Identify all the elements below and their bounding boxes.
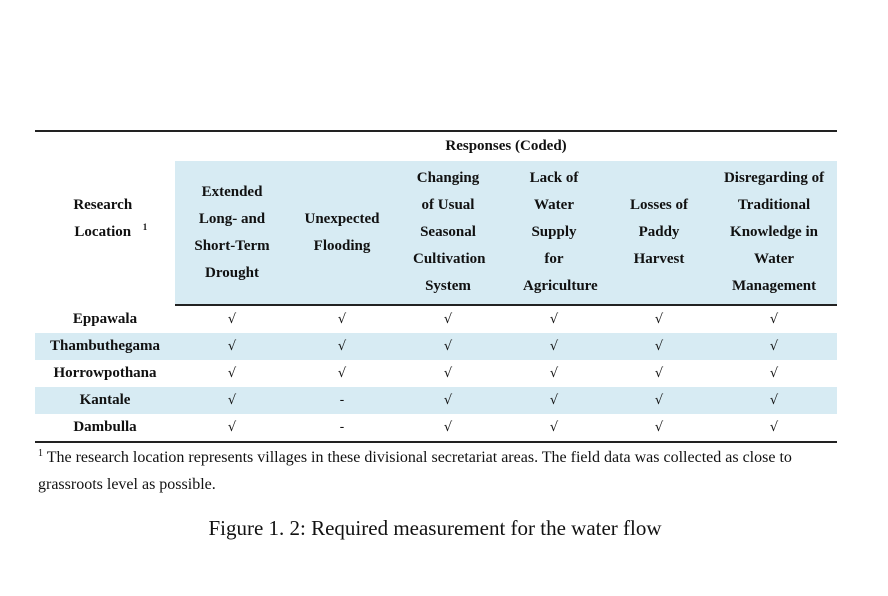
footnote-marker: 1 — [38, 448, 43, 459]
table-cell: √ — [175, 414, 289, 442]
table-cell: √ — [711, 333, 837, 360]
column-header-flooding: Unexpected Flooding — [289, 161, 395, 305]
table-cell: √ — [337, 366, 347, 381]
table-cell: √ — [227, 366, 237, 381]
table-cell: √ — [711, 414, 837, 442]
column-header-water-supply: Lack of Water Supply for Agriculture — [501, 161, 607, 305]
table-cell: √ — [501, 387, 607, 414]
responses-table-container — [35, 130, 837, 443]
column-header-drought: Extended Long- and Short-Term Drought — [175, 161, 289, 305]
table-cell: √ — [501, 333, 607, 360]
table-cell: √ — [395, 387, 501, 414]
table-cell: √ — [769, 366, 779, 381]
table-row — [35, 305, 837, 333]
row-location: Thambuthegama — [35, 333, 175, 360]
table-cell: √ — [501, 414, 607, 442]
table-row — [35, 360, 837, 387]
row-location: Eppawala — [72, 310, 138, 327]
column-header-paddy-harvest: Losses of Paddy Harvest — [607, 161, 711, 305]
row-location: Horrowpothana — [53, 365, 157, 381]
table-cell: √ — [337, 312, 347, 327]
table-row — [35, 333, 837, 360]
table-cell: √ — [227, 312, 237, 327]
table-cell: - — [289, 414, 395, 442]
responses-coded-header: Responses (Coded) — [175, 131, 837, 161]
responses-table — [35, 130, 837, 443]
table-cell: √ — [395, 333, 501, 360]
table-cell: √ — [711, 387, 837, 414]
research-location-header — [35, 131, 175, 305]
table-footnote — [38, 440, 838, 498]
table-cell: √ — [654, 366, 664, 381]
table-cell: √ — [443, 312, 453, 327]
row-location: Dambulla — [35, 414, 175, 442]
table-cell: √ — [175, 387, 289, 414]
table-row — [35, 414, 837, 442]
table-cell: √ — [395, 414, 501, 442]
row-location: Kantale — [35, 387, 175, 414]
table-cell: √ — [607, 333, 711, 360]
footnote-text: The research location represents villages in these divisional secretariat areas. The field data was collected as close to grassroots level as possible. — [38, 449, 792, 493]
table-cell: √ — [289, 333, 395, 360]
table-cell: √ — [607, 414, 711, 442]
table-cell: √ — [654, 312, 664, 327]
research-location-label: Research Location — [73, 196, 133, 240]
table-row — [35, 387, 837, 414]
table-cell: √ — [607, 387, 711, 414]
table-cell: √ — [549, 366, 559, 381]
table-cell: - — [289, 387, 395, 414]
table-cell: √ — [549, 312, 559, 327]
table-cell: √ — [769, 312, 779, 327]
column-header-cultivation: Changing of Usual Seasonal Cultivation System — [395, 161, 501, 305]
figure-caption: Figure 1. 2: Required measurement for the water flow — [208, 516, 662, 540]
research-location-sup: 1 — [142, 221, 148, 232]
table-cell: √ — [443, 366, 453, 381]
column-header-traditional-knowledge: Disregarding of Traditional Knowledge in Water Management — [711, 161, 837, 305]
table-cell: √ — [175, 333, 289, 360]
